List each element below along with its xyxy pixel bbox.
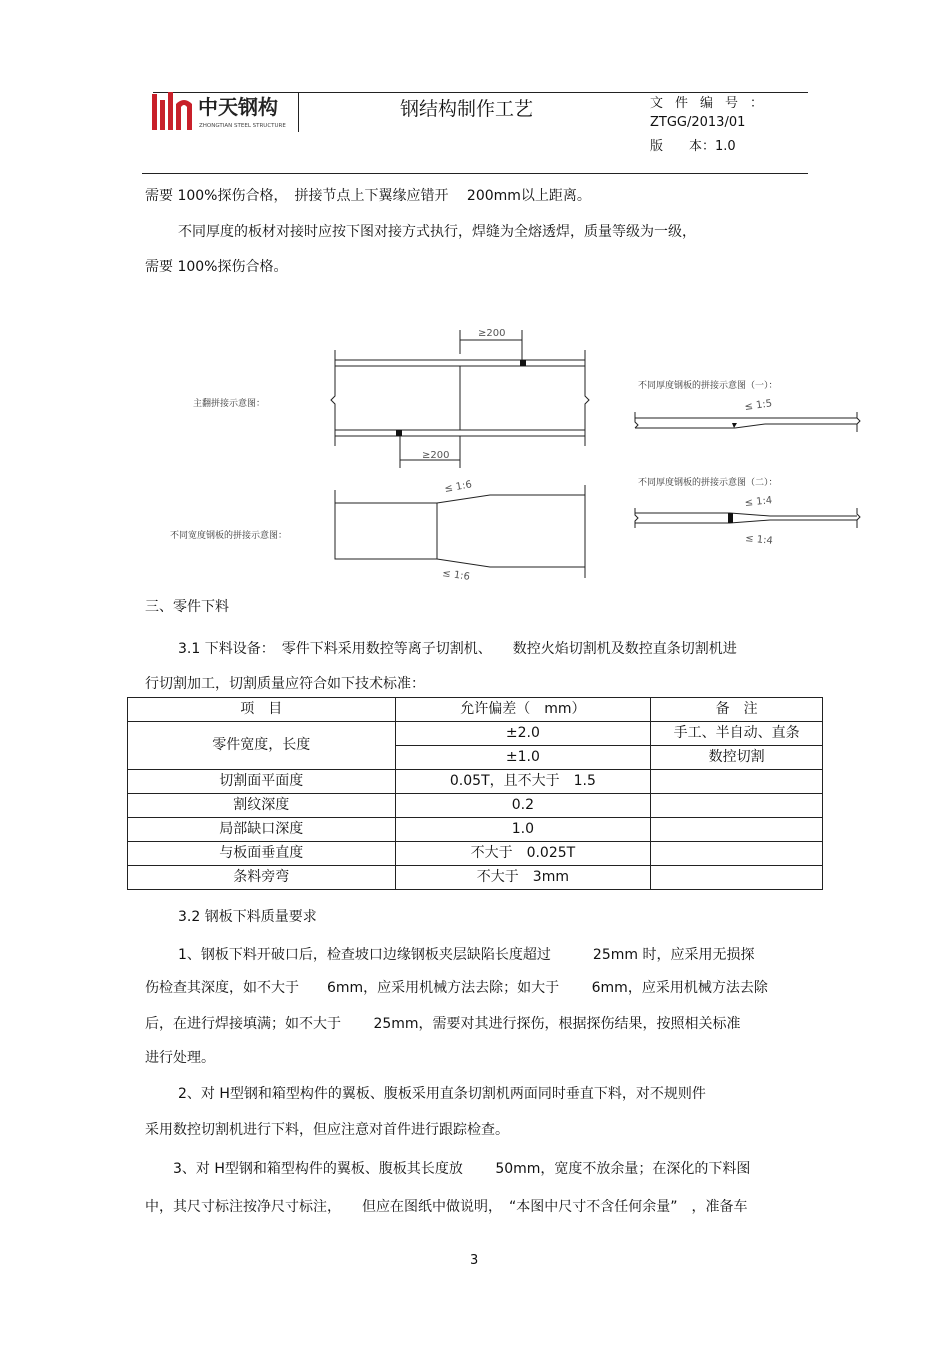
table-row <box>128 770 823 794</box>
document-title: 钢结构制作工艺 <box>400 98 534 120</box>
section-3-2-heading: 3.2 钢板下料质量要求 <box>178 909 317 925</box>
version-label: 版 本： <box>650 139 716 154</box>
table-cell: 割纹深度 <box>128 794 396 818</box>
label-width: 不同宽度钢板的拼接示意图： <box>170 531 288 541</box>
para-1: 需要 100%探伤合格， 拼接节点上下翼缘应错开 200mm以上距离。 <box>145 188 591 204</box>
table-header-cell: 项 目 <box>128 698 396 722</box>
table-cell: 局部缺口深度 <box>128 818 396 842</box>
item-3-line-a: 3、对 H型钢和箱型构件的翼板、腹板其长度放 50mm，宽度不放余量；在深化的下料图 <box>173 1161 751 1177</box>
table-cell: 条料旁弯 <box>128 866 396 890</box>
table-cell <box>651 842 823 866</box>
table-cell: 不大于 3mm <box>395 866 651 890</box>
table-cell <box>651 770 823 794</box>
doc-number: ZTGG/2013/01 <box>650 115 746 130</box>
table-row <box>128 866 823 890</box>
table-cell: 1.0 <box>395 818 651 842</box>
slope-label-1-4-top: ≤ 1:4 <box>744 495 773 509</box>
slope-label-1-4-bottom: ≤ 1:4 <box>744 533 774 547</box>
label-main-splice: 主翻拼接示意图： <box>193 399 266 409</box>
item-3-line-b: 中，其尺寸标注按净尺寸标注， 但应在图纸中做说明， “本图中尺寸不含任何余量” ，准备车 <box>145 1199 748 1215</box>
doc-version <box>650 135 736 154</box>
table-header-row <box>128 698 823 722</box>
table-cell: 0.2 <box>395 794 651 818</box>
table-cell: 与板面垂直度 <box>128 842 396 866</box>
header-rule-bottom <box>142 173 808 174</box>
item-1-line-d: 进行处理。 <box>145 1050 215 1066</box>
slope-label-1-5: ≤ 1:5 <box>743 398 773 413</box>
table-cell: ±1.0 <box>395 746 651 770</box>
section-3-heading: 三、零件下料 <box>145 599 229 615</box>
para-3: 需要 100%探伤合格。 <box>145 259 288 275</box>
item-1-line-b: 伤检查其深度，如不大于 6mm，应采用机械方法去除；如大于 6mm，应采用机械方法去除 <box>145 980 768 996</box>
table-cell <box>651 818 823 842</box>
table-cell: 手工、半自动、直条 <box>651 722 823 746</box>
dim-label-bottom: ≥200 <box>422 450 450 461</box>
table-cell: 不大于 0.025T <box>395 842 651 866</box>
welding-diagram <box>160 320 870 585</box>
table-row <box>128 794 823 818</box>
table-row <box>128 818 823 842</box>
item-1-line-a: 1、钢板下料开破口后，检查坡口边缘钢板夹层缺陷长度超过 25mm 时，应采用无损探 <box>178 947 755 963</box>
item-1-line-c: 后，在进行焊接填满；如不大于 25mm，需要对其进行探伤，根据探伤结果，按照相关标准 <box>145 1016 741 1032</box>
table-cell: 切割面平面度 <box>128 770 396 794</box>
slope-label-1-6-top: ≤ 1:6 <box>443 479 473 495</box>
table-cell <box>651 866 823 890</box>
table-row <box>128 722 823 746</box>
label-thickness-2: 不同厚度钢板的拼接示意图（二）： <box>638 478 778 488</box>
section-3-1-line-b: 行切割加工，切割质量应符合如下技术标准： <box>145 676 425 692</box>
version-value: 1.0 <box>715 139 736 154</box>
table-cell <box>651 794 823 818</box>
table-cell: 零件宽度，长度 <box>128 722 396 770</box>
table-header-cell: 允许偏差（ mm） <box>395 698 651 722</box>
svg-text:中天钢构: 中天钢构 <box>198 95 278 119</box>
table-cell: 数控切割 <box>651 746 823 770</box>
table-row <box>128 842 823 866</box>
header-divider <box>298 92 299 132</box>
item-2-line-b: 采用数控切割机进行下料，但应注意对首件进行跟踪检查。 <box>145 1122 509 1138</box>
item-2-line-a: 2、对 H型钢和箱型构件的翼板、腹板采用直条切割机两面同时垂直下料，对不规则件 <box>178 1086 706 1102</box>
page-number: 3 <box>470 1253 479 1268</box>
table-cell: 0.05T，且不大于 1.5 <box>395 770 651 794</box>
slope-label-1-6-bottom: ≤ 1:6 <box>441 568 471 583</box>
para-2: 不同厚度的板材对接时应按下图对接方式执行，焊缝为全熔透焊，质量等级为一级， <box>178 224 696 240</box>
table-cell: ±2.0 <box>395 722 651 746</box>
cutting-tolerance-table <box>127 697 823 890</box>
table-header-cell: 备 注 <box>651 698 823 722</box>
svg-text:ZHONGTIAN STEEL STRUCTURE: ZHONGTIAN STEEL STRUCTURE <box>199 123 286 129</box>
company-logo <box>150 90 298 134</box>
label-thickness-1: 不同厚度钢板的拼接示意图（一）： <box>638 381 778 391</box>
doc-number-label: 文件编号： <box>650 96 776 111</box>
dim-label-top: ≥200 <box>478 328 506 339</box>
section-3-1-line-a: 3.1 下料设备： 零件下料采用数控等离子切割机、 数控火焰切割机及数控直条切割机进 <box>178 641 737 657</box>
